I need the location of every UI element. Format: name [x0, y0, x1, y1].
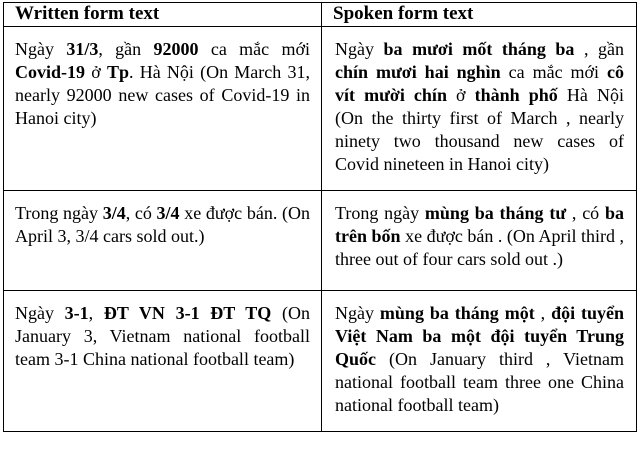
text-segment: ,: [534, 303, 552, 323]
written-cell: [4, 191, 322, 291]
spoken-cell: [322, 191, 637, 291]
text-segment: ca mắc mới: [198, 39, 310, 59]
table-row: [4, 27, 637, 191]
bold-segment: ba trên bốn: [335, 203, 624, 246]
spoken-cell: [322, 291, 637, 432]
spoken-text: [322, 27, 636, 187]
spoken-text: [322, 291, 636, 428]
text-segment: (On January third , Vietnam national football team three one China national football team): [335, 349, 624, 415]
bold-segment: 3-1: [64, 303, 89, 323]
header-row: [4, 3, 637, 27]
bold-segment: chín mươi hai nghìn: [335, 62, 501, 82]
bold-segment: 3/4: [102, 203, 126, 223]
written-form-header: Written form text: [4, 3, 322, 27]
text-segment: . Hà Nội (On March 31, nearly 92000 new cases of Covid-19 in Hanoi city): [15, 62, 310, 128]
bold-segment: Covid-19: [15, 62, 86, 82]
bold-segment: 3/4: [156, 203, 180, 223]
spoken-text: [322, 191, 636, 282]
text-segment: Ngày: [335, 303, 380, 323]
text-segment: ca mắc mới: [500, 62, 607, 82]
bold-segment: ĐT VN 3-1 ĐT TQ: [103, 303, 272, 323]
spoken-cell: [322, 27, 637, 191]
text-segment: ở: [85, 62, 107, 82]
text-segment: , gần: [98, 39, 154, 59]
bold-segment: thành phố: [474, 85, 558, 105]
bold-segment: ba mươi mốt tháng ba: [383, 39, 575, 59]
written-text: [4, 27, 321, 141]
spoken-form-header: Spoken form text: [322, 3, 637, 27]
text-segment: Ngày: [335, 39, 384, 59]
bold-segment: mùng ba tháng tư: [424, 203, 567, 223]
written-cell: [4, 27, 322, 191]
bold-segment: cô vít mười chín: [335, 62, 624, 105]
written-text: [4, 291, 321, 382]
bold-segment: Tp: [106, 62, 129, 82]
text-segment: , gần: [574, 39, 624, 59]
text-segment: , có: [125, 203, 157, 223]
bold-segment: mùng ba tháng một: [379, 303, 535, 323]
normalization-examples-table: [3, 2, 637, 432]
text-segment: Hà Nội (On the thirty first of March , nearly ninety two thousand new cases of Covid nineteen in Hanoi city): [335, 85, 624, 174]
bold-segment: 92000: [153, 39, 199, 59]
text-segment: Ngày: [15, 39, 67, 59]
table-row: [4, 291, 637, 432]
text-segment: (On January 3, Vietnam national football team 3-1 China national football team): [15, 303, 310, 369]
bold-segment: đội tuyển Việt Nam ba một đội tuyển Trung Quốc: [335, 303, 624, 369]
text-segment: Trong ngày: [15, 203, 103, 223]
text-segment: xe được bán . (On April third , three out of four cars sold out .): [335, 226, 625, 269]
text-segment: Ngày: [15, 303, 65, 323]
text-segment: , có: [566, 203, 605, 223]
text-segment: ở: [446, 85, 475, 105]
bold-segment: 31/3: [66, 39, 99, 59]
text-segment: ,: [88, 303, 104, 323]
written-text: [4, 191, 321, 259]
text-segment: Trong ngày: [335, 203, 425, 223]
text-segment: xe được bán. (On April 3, 3/4 cars sold out.): [15, 203, 310, 246]
written-cell: [4, 291, 322, 432]
table-row: [4, 191, 637, 291]
